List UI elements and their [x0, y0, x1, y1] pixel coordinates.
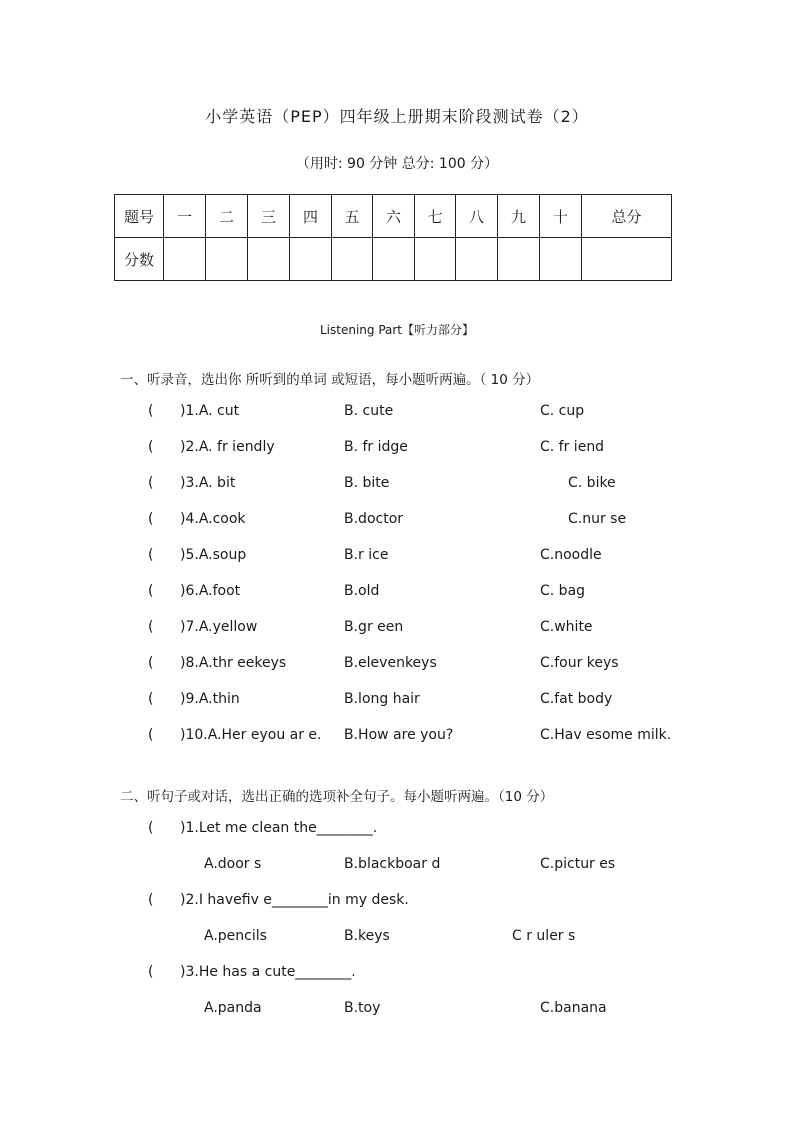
option-c: C. cup — [540, 403, 585, 419]
option-c: C.noodle — [540, 547, 602, 563]
score-input-cell[interactable] — [164, 238, 206, 281]
score-input-cell[interactable] — [373, 238, 415, 281]
option-a: )7.A.yellow — [180, 619, 258, 635]
option-a: )6.A.foot — [180, 583, 241, 599]
score-input-cell[interactable] — [456, 238, 498, 281]
question-row — [0, 583, 794, 605]
page-title: 小学英语（PEP）四年级上册期末阶段测试卷（2） — [205, 107, 589, 126]
answer-blank[interactable]: ( — [148, 655, 154, 671]
option-c: C. bike — [568, 475, 616, 491]
answer-blank[interactable]: ( — [148, 820, 154, 836]
options-row — [0, 1000, 794, 1022]
option-c: C r uler s — [512, 928, 576, 944]
score-table — [114, 194, 672, 281]
score-table-cell: 十 — [540, 195, 582, 238]
option-b: B.blackboar d — [344, 856, 441, 872]
option-c: C.nur se — [568, 511, 627, 527]
option-b: B. cute — [344, 403, 394, 419]
score-input-cell[interactable] — [332, 238, 373, 281]
option-c: C. bag — [540, 583, 586, 599]
listening-part-label: Listening Part【听力部分】 — [319, 323, 475, 337]
question-row — [0, 727, 794, 749]
option-b: B.elevenkeys — [344, 655, 437, 671]
score-table-cell: 总分 — [582, 195, 672, 238]
answer-blank[interactable]: ( — [148, 619, 154, 635]
score-input-cell[interactable] — [290, 238, 332, 281]
question-row — [0, 655, 794, 677]
option-b: B.How are you? — [344, 727, 454, 743]
option-a: )5.A.soup — [180, 547, 247, 563]
option-a: A.pencils — [204, 928, 267, 944]
option-a: )8.A.thr eekeys — [180, 655, 287, 671]
option-c: C.Hav esome milk. — [540, 727, 672, 743]
option-b: B. bite — [344, 475, 390, 491]
option-a: )3.A. bit — [180, 475, 236, 491]
question-row — [0, 619, 794, 641]
option-a: )4.A.cook — [180, 511, 246, 527]
part1-heading: 一、听录音，选出你 所听到的单词 或短语，每小题听两遍。（ 10 分） — [120, 372, 540, 388]
score-input-cell[interactable] — [582, 238, 672, 281]
question-row — [0, 511, 794, 533]
question-stem: )3.He has a cute________. — [180, 964, 356, 980]
score-input-cell[interactable] — [206, 238, 248, 281]
answer-blank[interactable]: ( — [148, 547, 154, 563]
answer-blank[interactable]: ( — [148, 892, 154, 908]
option-b: B. fr idge — [344, 439, 408, 455]
option-b: B.keys — [344, 928, 390, 944]
option-b: B.long hair — [344, 691, 420, 707]
question-row — [0, 691, 794, 713]
part2-heading: 二、听句子或对话，选出正确的选项补全句子。每小题听两遍。（10 分） — [120, 789, 554, 805]
option-a: )1.A. cut — [180, 403, 240, 419]
score-table-cell: 八 — [456, 195, 498, 238]
option-b: B.toy — [344, 1000, 381, 1016]
option-c: C.banana — [540, 1000, 607, 1016]
answer-blank[interactable]: ( — [148, 475, 154, 491]
question-row — [0, 403, 794, 425]
score-table-cell: 六 — [373, 195, 415, 238]
question-row — [0, 475, 794, 497]
option-b: B.r ice — [344, 547, 389, 563]
option-a: )9.A.thin — [180, 691, 240, 707]
option-a: )2.A. fr iendly — [180, 439, 275, 455]
question-row — [0, 439, 794, 461]
option-c: C.fat body — [540, 691, 613, 707]
question-row — [0, 892, 794, 914]
option-a: A.door s — [204, 856, 262, 872]
question-row — [0, 964, 794, 986]
options-row — [0, 856, 794, 878]
score-table-header-row — [115, 195, 672, 238]
answer-blank[interactable]: ( — [148, 727, 154, 743]
score-table-cell: 三 — [248, 195, 290, 238]
score-input-cell[interactable] — [415, 238, 456, 281]
answer-blank[interactable]: ( — [148, 511, 154, 527]
answer-blank[interactable]: ( — [148, 403, 154, 419]
score-table-cell: 七 — [415, 195, 456, 238]
score-input-cell[interactable] — [248, 238, 290, 281]
score-table-score-row — [115, 238, 672, 281]
score-input-cell[interactable] — [498, 238, 540, 281]
score-table-cell: 题号 — [115, 195, 164, 238]
score-table-cell: 一 — [164, 195, 206, 238]
option-b: B.gr een — [344, 619, 404, 635]
options-row — [0, 928, 794, 950]
question-row — [0, 547, 794, 569]
score-table-cell: 九 — [498, 195, 540, 238]
answer-blank[interactable]: ( — [148, 583, 154, 599]
option-c: C. fr iend — [540, 439, 605, 455]
score-table-cell: 分数 — [115, 238, 164, 281]
score-table-cell: 五 — [332, 195, 373, 238]
question-row — [0, 820, 794, 842]
question-stem: )2.I havefiv e________in my desk. — [180, 892, 409, 908]
option-b: B.old — [344, 583, 380, 599]
answer-blank[interactable]: ( — [148, 964, 154, 980]
option-c: C.white — [540, 619, 593, 635]
question-stem: )1.Let me clean the________. — [180, 820, 378, 836]
option-b: B.doctor — [344, 511, 404, 527]
option-c: C.pictur es — [540, 856, 616, 872]
option-c: C.four keys — [540, 655, 619, 671]
exam-time-and-score: （用时: 90 分钟 总分: 100 分） — [295, 156, 499, 172]
answer-blank[interactable]: ( — [148, 691, 154, 707]
option-a: A.panda — [204, 1000, 262, 1016]
option-a: )10.A.Her eyou ar e. — [180, 727, 322, 743]
score-input-cell[interactable] — [540, 238, 582, 281]
answer-blank[interactable]: ( — [148, 439, 154, 455]
score-table-cell: 四 — [290, 195, 332, 238]
score-table-cell: 二 — [206, 195, 248, 238]
